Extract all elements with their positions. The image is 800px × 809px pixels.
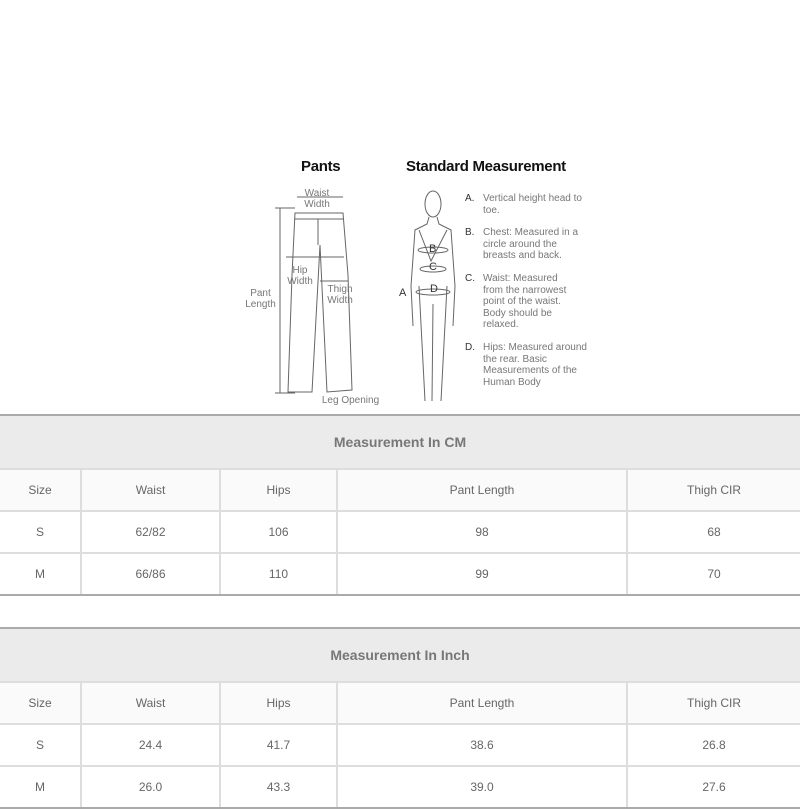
table-title: Measurement In CM — [0, 416, 800, 470]
waist-width-label: Waist Width — [304, 188, 330, 210]
table-cell: 106 — [221, 512, 338, 552]
table-row — [0, 554, 800, 594]
standard-measurement-title: Standard Measurement — [406, 158, 566, 175]
leg-opening-label: Leg Opening — [321, 395, 380, 406]
table-cell: S — [0, 512, 82, 552]
header-cell: Waist — [82, 470, 221, 510]
table-cell: M — [0, 554, 82, 594]
table-cell: 43.3 — [221, 767, 338, 807]
table-cell: S — [0, 725, 82, 765]
pants-title: Pants — [301, 158, 341, 175]
table-cell: 41.7 — [221, 725, 338, 765]
table-cell: 62/82 — [82, 512, 221, 552]
table-cell: 38.6 — [338, 725, 628, 765]
table-title: Measurement In Inch — [0, 629, 800, 683]
table-cell: 26.0 — [82, 767, 221, 807]
definition-c: C. Waist: Measured from the narrowest point of the waist. Body should be relaxed. — [465, 273, 567, 330]
header-cell: Thigh CIR — [628, 683, 800, 723]
table-cell: 39.0 — [338, 767, 628, 807]
header-cell: Pant Length — [338, 470, 628, 510]
header-row — [0, 470, 800, 512]
definition-d: D. Hips: Measured around the rear. Basic Measurements of the Human Body — [465, 342, 587, 388]
marker-a: A — [399, 287, 407, 299]
table-cell: 66/86 — [82, 554, 221, 594]
header-cell: Hips — [221, 683, 338, 723]
header-cell: Pant Length — [338, 683, 628, 723]
header-cell: Size — [0, 683, 82, 723]
thigh-width-label: Thigh Width — [327, 284, 353, 306]
table-cell: 70 — [707, 567, 721, 581]
header-cell: Hips — [221, 470, 338, 510]
marker-c: C — [429, 261, 437, 273]
definition-a: A. Vertical height head to toe. — [465, 193, 582, 216]
table-cell: 26.8 — [702, 738, 726, 752]
marker-b: B — [429, 243, 437, 255]
definition-b: B. Chest: Measured in a circle around the breasts and back. — [465, 227, 579, 261]
inch-size-table — [0, 627, 800, 809]
table-cell: 24.4 — [82, 725, 221, 765]
table-row — [0, 512, 800, 554]
table-cell: 99 — [338, 554, 628, 594]
table-row — [0, 767, 800, 807]
human-body-icon — [405, 186, 465, 408]
header-cell: Size — [0, 470, 82, 510]
table-cell: 110 — [221, 554, 338, 594]
marker-d: D — [430, 283, 438, 295]
table-row — [0, 725, 800, 767]
hip-width-label: Hip Width — [287, 265, 313, 287]
table-cell: 98 — [338, 512, 628, 552]
header-row — [0, 683, 800, 725]
table-cell: 68 — [707, 525, 721, 539]
table-cell: 27.6 — [702, 780, 726, 794]
header-cell: Thigh CIR — [628, 470, 800, 510]
header-cell: Waist — [82, 683, 221, 723]
cm-size-table — [0, 414, 800, 596]
table-cell: M — [0, 767, 82, 807]
pant-length-label: Pant Length — [245, 288, 276, 310]
